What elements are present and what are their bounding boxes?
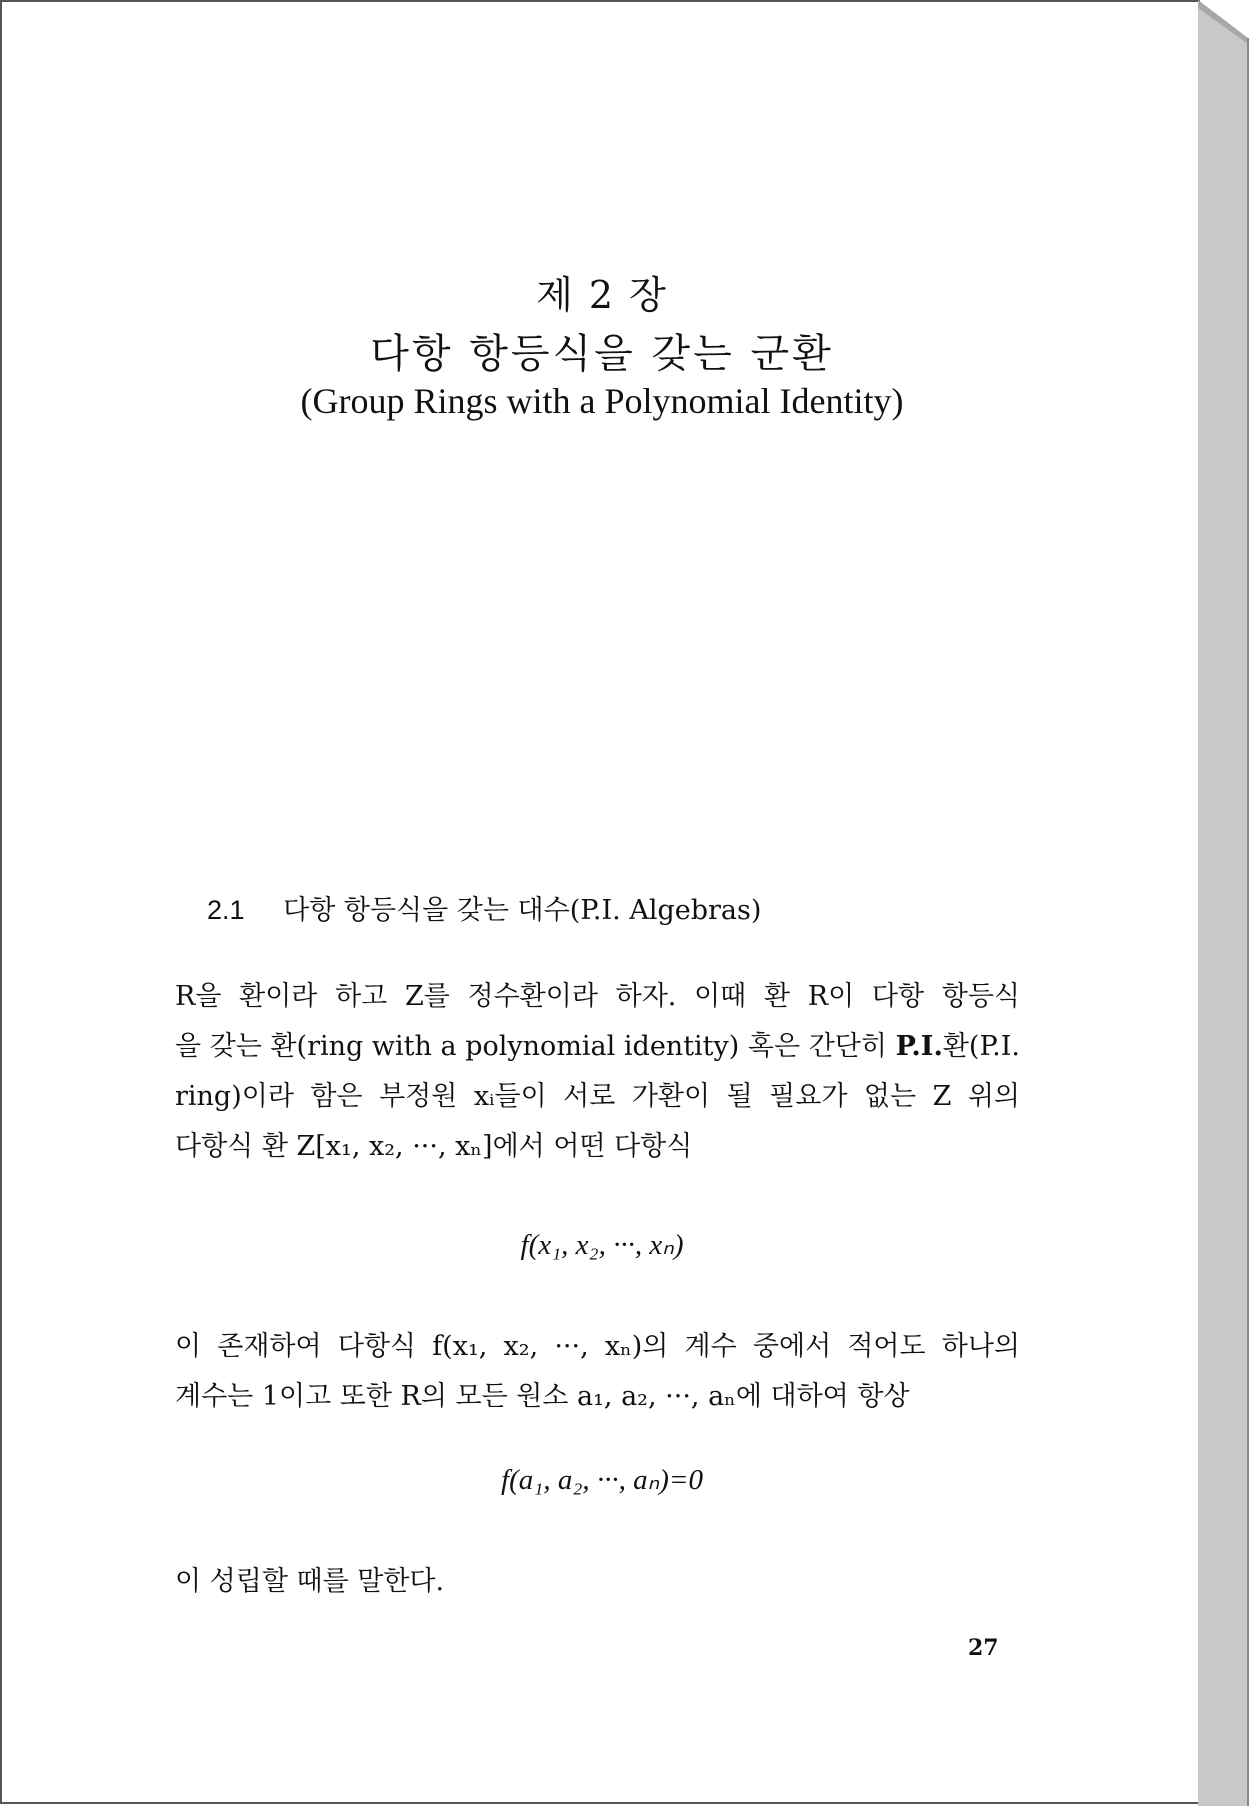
paragraph-line <box>175 1022 1020 1072</box>
page-number: 27 <box>968 1635 999 1661</box>
paragraph-line: ring)이라 함은 부정원 xᵢ들이 서로 가환이 될 필요가 없는 Z 위의 <box>175 1081 1020 1112</box>
chapter-title: 다항 항등식을 갖는 군환 <box>370 331 834 377</box>
paragraph-line: 계수는 1이고 또한 R의 모든 원소 a₁, a₂, ···, aₙ에 대하여 항상 <box>175 1381 910 1412</box>
chapter-subtitle: (Group Rings with a Polynomial Identity) <box>300 381 904 421</box>
section-title: 다항 항등식을 갖는 대수(P.I. Algebras) <box>283 895 762 926</box>
paragraph-line: 이 존재하여 다항식 f(x₁, x₂, ···, xₙ)의 계수 중에서 적어도 하나의 <box>175 1331 1020 1362</box>
page-stack-edge <box>1198 0 1256 1806</box>
chapter-number: 제 2 장 <box>536 273 668 317</box>
section-number: 2.1 <box>207 895 245 925</box>
paragraph-definition <box>175 972 1020 1172</box>
formula-polynomial: f(x₁, x₂, ···, xₙ) <box>520 1229 684 1261</box>
section-heading <box>207 888 761 927</box>
paragraph-text: 환(P.I. <box>942 1031 1020 1062</box>
paragraph-text: 을 갖는 환(ring with a polynomial identity) 혹은 간단히 <box>175 1031 896 1062</box>
paragraph-condition <box>175 1322 1020 1422</box>
paragraph-line: 다항식 환 Z[x₁, x₂, ···, xₙ]에서 어떤 다항식 <box>175 1131 693 1162</box>
paragraph-conclusion: 이 성립할 때를 말한다. <box>175 1566 445 1597</box>
paragraph-line: R을 환이라 하고 Z를 정수환이라 하자. 이때 환 R이 다항 항등식 <box>175 981 1020 1012</box>
formula-identity: f(a₁, a₂, ···, aₙ)=0 <box>501 1464 703 1496</box>
pi-term: P.I. <box>895 1031 943 1062</box>
